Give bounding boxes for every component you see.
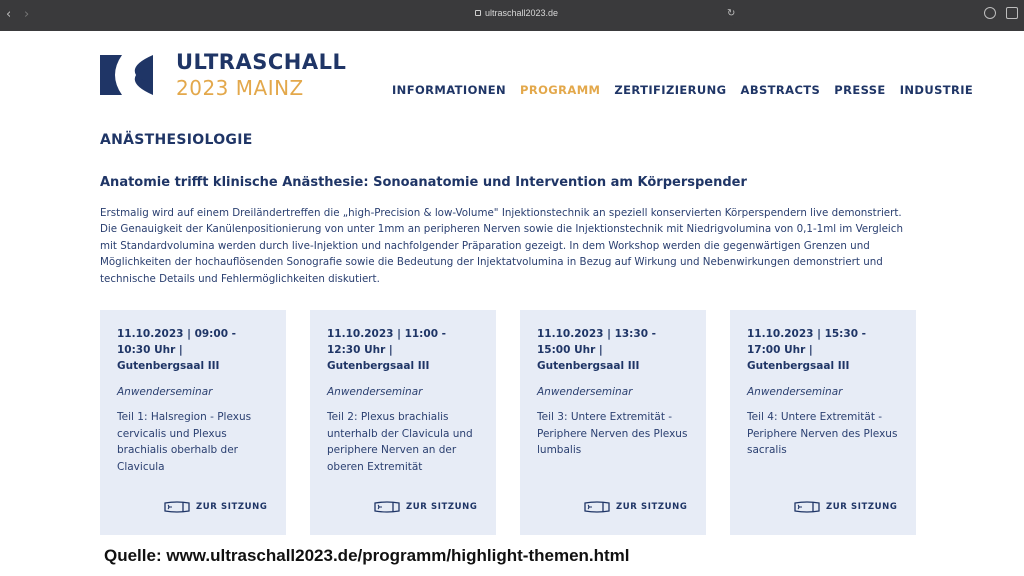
ultrasound-probe-icon	[373, 499, 401, 515]
session-card	[520, 310, 706, 535]
back-arrow-icon[interactable]: ‹	[6, 7, 12, 22]
article-body: Erstmalig wird auf einem Dreiländertreffen die „high-Precision & low-Volume" Injektionstechnik an speziell konservierten Körperspendern live demonstriert. Die Genauigkeit der Kanülenpositionierung von unter 1mm an peripheren Nerven sowie die Injektionstechnik mit Niedrigvolumina von 0,1-1ml im Vergleich mit Standardvolumina werden durch live-Injektion und nachfolgender Präparation gezeigt. In dem Workshop werden die gegenwärtigen Grenzen und Möglichkeiten der hochauflösenden Sonografie sowie die Bedeutung der Injektatvolumina in Bezug auf Wirkung und Nebenwirkungen demonstriert und technische Details und Fehlermöglichkeiten diskutiert.	[100, 207, 903, 285]
session-datetime: 11.10.2023 | 13:30 - 15:00 Uhr | Gutenbergsaal III	[537, 328, 657, 372]
session-description: Teil 4: Untere Extremität - Periphere Nerven des Plexus sacralis	[747, 411, 898, 456]
zur-sitzung-label[interactable]: ZUR SITZUNG	[196, 502, 268, 512]
zur-sitzung-link[interactable]	[793, 499, 897, 515]
session-card	[100, 310, 286, 535]
browser-toolbar	[0, 0, 1024, 31]
section-title: ANÄSTHESIOLOGIE	[100, 132, 253, 148]
nav-item-abstracts[interactable]: ABSTRACTS	[740, 83, 821, 97]
session-cards	[100, 310, 916, 535]
share-icon[interactable]	[984, 7, 996, 19]
session-description: Teil 2: Plexus brachialis unterhalb der Clavicula und periphere Nerven an der oberen Extremität	[327, 411, 473, 473]
session-datetime: 11.10.2023 | 09:00 - 10:30 Uhr | Gutenbergsaal III	[117, 328, 237, 372]
session-card	[730, 310, 916, 535]
ultrasound-probe-icon	[163, 499, 191, 515]
session-type: Anwenderseminar	[537, 386, 633, 398]
nav-item-zertifizierung[interactable]: ZERTIFIZIERUNG	[614, 83, 727, 97]
nav-item-industrie[interactable]: INDUSTRIE	[899, 83, 974, 97]
nav-item-presse[interactable]: PRESSE	[834, 83, 886, 97]
zur-sitzung-link[interactable]	[583, 499, 687, 515]
session-datetime: 11.10.2023 | 11:00 - 12:30 Uhr | Gutenbergsaal III	[327, 328, 447, 372]
zur-sitzung-label[interactable]: ZUR SITZUNG	[826, 502, 898, 512]
main-navigation	[392, 83, 973, 97]
ultrasound-probe-icon	[793, 499, 821, 515]
session-type: Anwenderseminar	[327, 386, 423, 398]
reload-icon[interactable]: ↻	[727, 8, 736, 19]
zur-sitzung-label[interactable]: ZUR SITZUNG	[406, 502, 478, 512]
nav-item-programm[interactable]: PROGRAMM	[520, 83, 601, 97]
nav-item-informationen[interactable]: INFORMATIONEN	[392, 83, 507, 97]
session-description: Teil 3: Untere Extremität - Periphere Nerven des Plexus lumbalis	[537, 411, 688, 456]
tabs-overview-icon[interactable]	[1006, 7, 1018, 19]
source-caption: Quelle: www.ultraschall2023.de/programm/highlight-themen.html	[104, 546, 630, 565]
zur-sitzung-link[interactable]	[373, 499, 477, 515]
session-type: Anwenderseminar	[747, 386, 843, 398]
logo-title[interactable]: ULTRASCHALL	[176, 50, 347, 74]
session-card	[310, 310, 496, 535]
forward-arrow-icon[interactable]: ›	[24, 7, 30, 22]
logo-mark[interactable]	[100, 55, 153, 95]
logo-subtitle[interactable]: 2023 MAINZ	[176, 76, 304, 100]
article-title: Anatomie trifft klinische Anästhesie: Sonoanatomie und Intervention am Körperspender	[100, 175, 747, 190]
lock-icon	[475, 10, 481, 16]
ultrasound-probe-icon	[583, 499, 611, 515]
session-datetime: 11.10.2023 | 15:30 - 17:00 Uhr | Gutenbergsaal III	[747, 328, 867, 372]
session-type: Anwenderseminar	[117, 386, 213, 398]
address-url[interactable]: ultraschall2023.de	[485, 8, 559, 18]
zur-sitzung-label[interactable]: ZUR SITZUNG	[616, 502, 688, 512]
zur-sitzung-link[interactable]	[163, 499, 267, 515]
session-description: Teil 1: Halsregion - Plexus cervicalis und Plexus brachialis oberhalb der Clavicula	[117, 411, 252, 473]
